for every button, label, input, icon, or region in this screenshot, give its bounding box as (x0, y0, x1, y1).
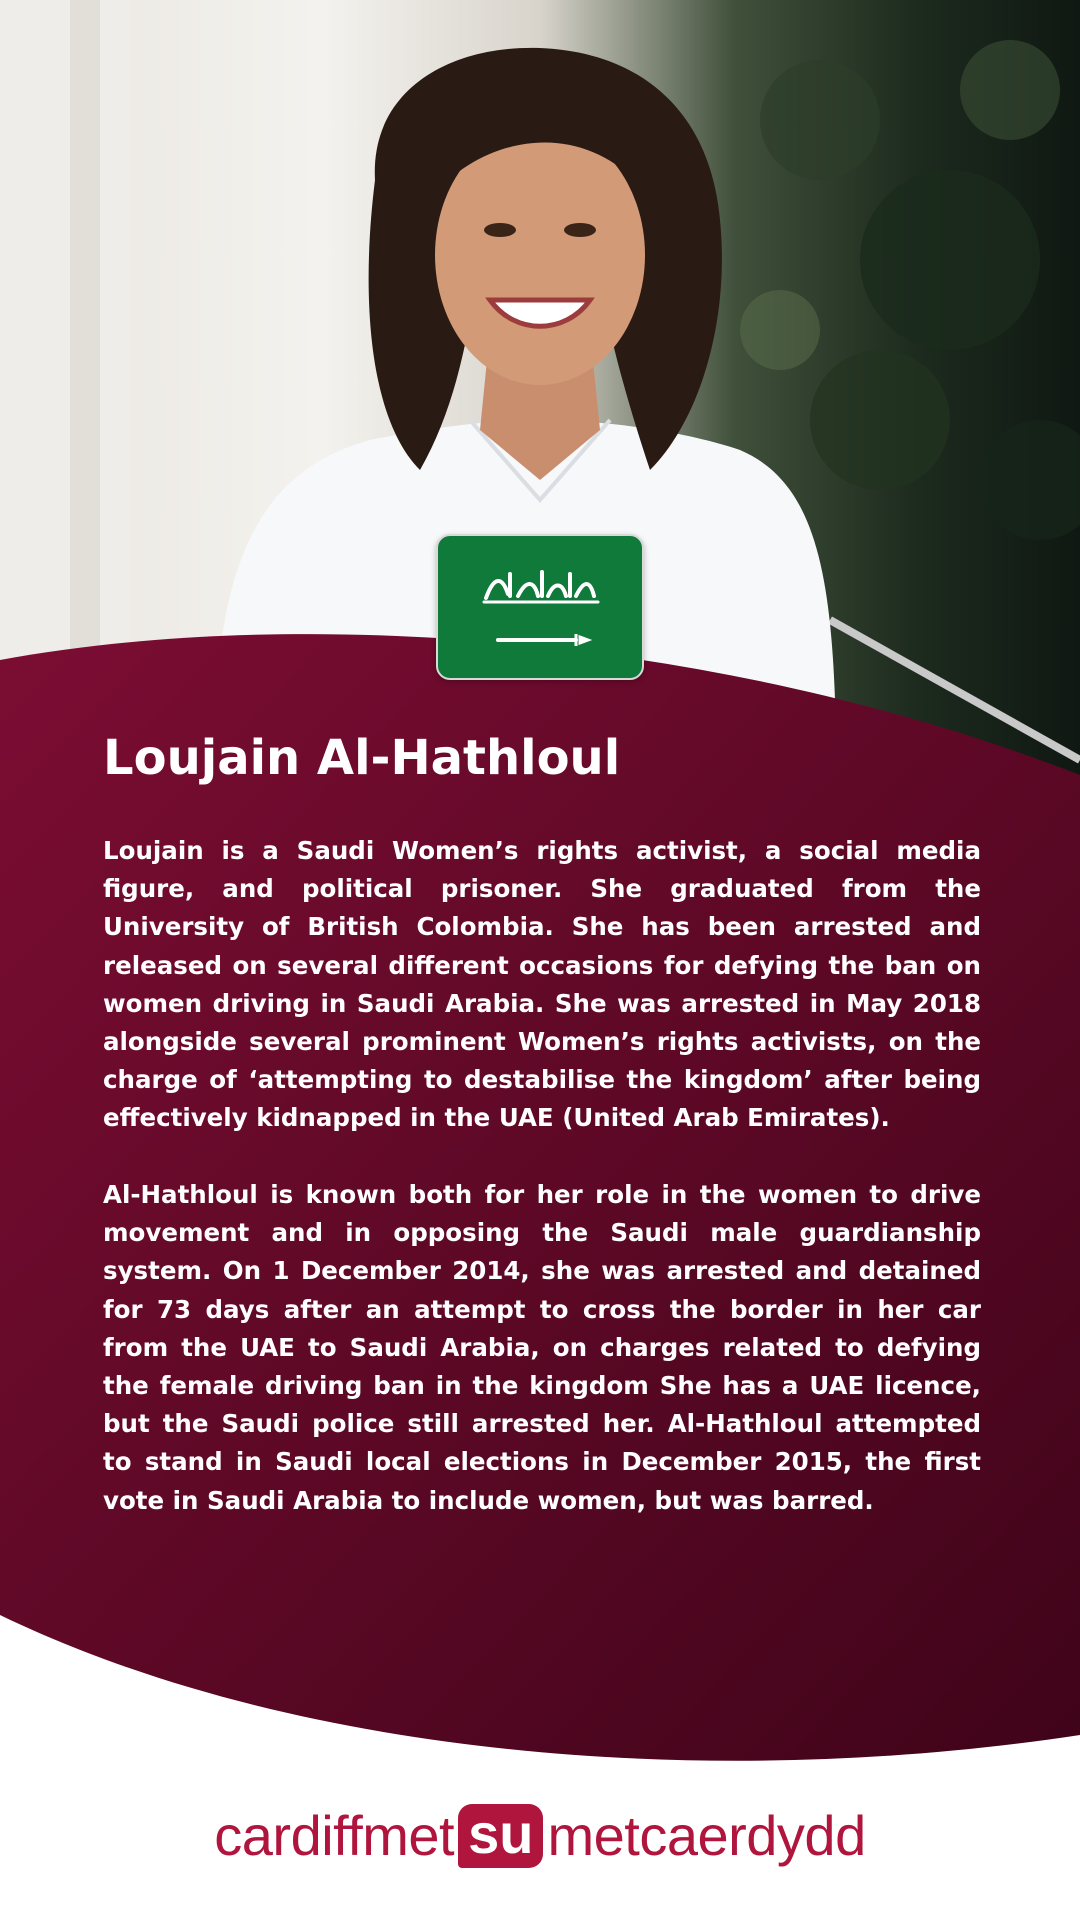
logo-text-right: metcaerdydd (547, 1804, 866, 1868)
person-name: Loujain Al-Hathloul (103, 730, 621, 786)
flag-emblem (438, 536, 642, 678)
logo-text-left: cardiffmet (214, 1804, 455, 1868)
logo-badge-su: su (458, 1804, 543, 1868)
cardiffmet-su-logo (0, 1796, 1080, 1872)
bio-paragraph-2: Al-Hathloul is known both for her role in the women to drive movement and in opposing the Saudi male guardianship system. On 1 December 2014, she was arrested and detained for 73 days after an attempt to cross the border in her car from the UAE to Saudi Arabia, on charges related to defying the female driving ban in the kingdom She has a UAE licence, but the Saudi police still arrested her. Al-Hathloul attempted to stand in Saudi local elections in December 2015, the first vote in Saudi Arabia to include women, but was barred. (103, 1180, 981, 1515)
saudi-arabia-flag-icon (436, 534, 644, 680)
bio-paragraph-1: Loujain is a Saudi Women’s rights activist, a social media figure, and political prisoner. She graduated from the University of British Colombia. She has been arrested and released on several different occasions for defying the ban on women driving in Saudi Arabia. She was arrested in May 2018 alongside several prominent Women’s rights activists, on the charge of ‘attempting to destabilise the kingdom’ after being effectively kidnapped in the UAE (United Arab Emirates). (103, 836, 981, 1133)
